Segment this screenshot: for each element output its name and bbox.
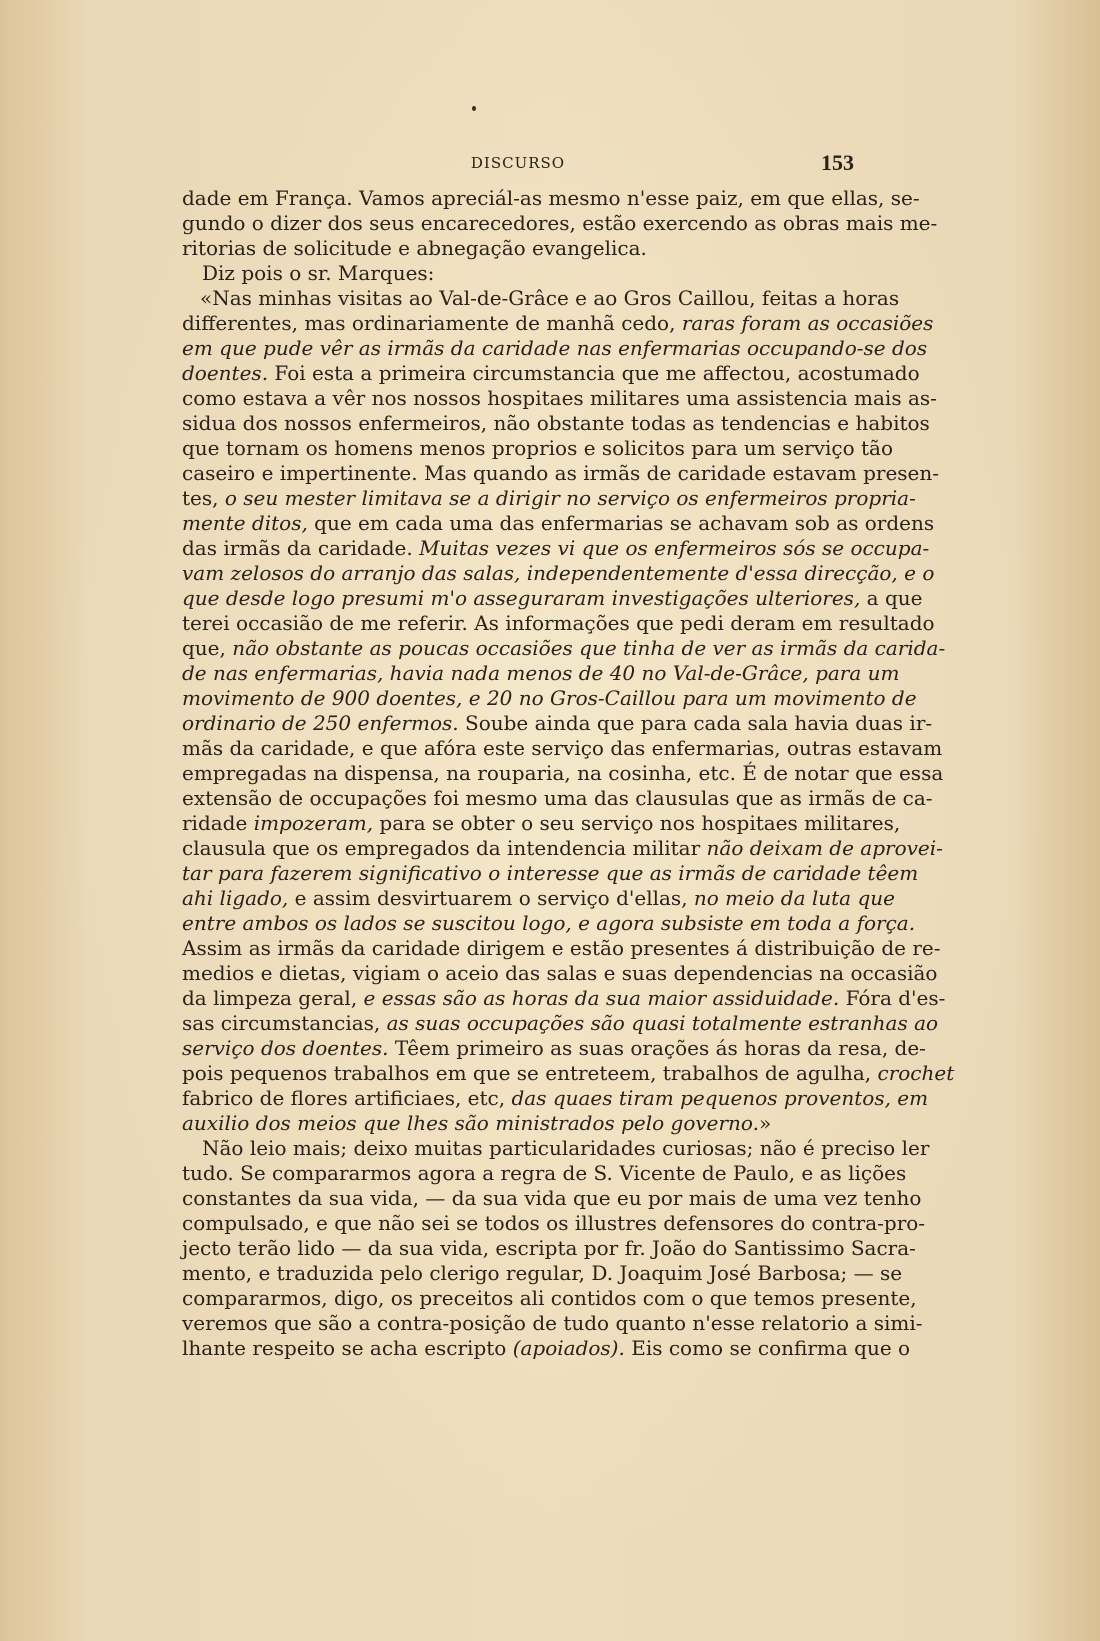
italic-text: de nas enfermarias, havia nada menos de 40 no Val-de-Grâce, para um	[182, 661, 900, 685]
text-segment: pois pequenos trabalhos em que se entreteem, trabalhos de agulha,	[182, 1061, 878, 1085]
italic-text: as suas occupações são quasi totalmente estranhas ao	[386, 1011, 939, 1035]
ink-speck	[472, 106, 476, 111]
text-line	[182, 861, 919, 886]
text-segment: Assim as irmãs da caridade dirigem e estão presentes á distribuição de re-	[182, 936, 941, 960]
text-line	[182, 836, 943, 861]
text-line	[182, 1161, 907, 1186]
text-line	[182, 536, 930, 561]
text-segment: »	[758, 1111, 772, 1135]
text-segment: sidua dos nossos enfermeiros, não obstante todas as tendencias e habitos	[182, 411, 930, 435]
text-line	[182, 311, 934, 336]
text-segment: «Nas minhas visitas ao Val-de-Grâce e ao Gros Caillou, feitas a horas	[200, 286, 900, 310]
italic-text: não deixam de aprovei-	[706, 836, 943, 860]
text-segment: terei occasião de me referir. As informações que pedi deram em resultado	[182, 611, 935, 635]
text-line	[182, 436, 894, 461]
text-segment: Fóra d'es-	[839, 986, 946, 1010]
text-line	[182, 361, 920, 386]
italic-text: entre ambos os lados se suscitou logo, e agora subsiste em toda a força.	[182, 911, 916, 935]
text-segment: jecto terão lido — da sua vida, escripta por fr. João do Santissimo Sacra-	[182, 1236, 916, 1260]
text-line	[182, 961, 938, 986]
text-line	[182, 636, 946, 661]
text-line	[182, 486, 916, 511]
italic-text: vam zelosos do arranjo das salas, independentemente d'essa direcção, e o	[182, 561, 935, 585]
text-line	[182, 686, 917, 711]
italic-text: serviço dos doentes.	[182, 1036, 389, 1060]
text-segment: que,	[182, 636, 233, 660]
text-segment: gundo o dizer dos seus encarecedores, estão exercendo as obras mais me-	[182, 211, 938, 235]
text-line	[182, 1086, 929, 1111]
text-line	[182, 286, 900, 311]
text-segment: a que	[860, 586, 923, 610]
text-segment: caseiro e impertinente. Mas quando as irmãs de caridade estavam presen-	[182, 461, 940, 485]
text-line	[182, 511, 935, 536]
italic-text: no meio da luta que	[693, 886, 895, 910]
text-line	[182, 461, 940, 486]
text-line	[182, 586, 923, 611]
text-line	[182, 386, 937, 411]
italic-text: tar para fazerem significativo o interesse que as irmãs de caridade têem	[182, 861, 919, 885]
text-segment: extensão de occupações foi mesmo uma das clausulas que as irmãs de ca-	[182, 786, 933, 810]
italic-text: ordinario de 250 enfermos.	[182, 711, 459, 735]
text-line	[182, 736, 943, 761]
italic-text: das quaes tiram pequenos proventos, em	[511, 1086, 929, 1110]
italic-text: auxilio dos meios que lhes são ministrados pelo governo.	[182, 1111, 759, 1135]
text-line	[182, 211, 938, 236]
text-line	[182, 1286, 917, 1311]
text-segment: ridade	[182, 811, 254, 835]
text-line	[182, 1336, 911, 1361]
text-segment: compulsado, e que não sei se todos os illustres defensores do contra-pro-	[182, 1211, 926, 1235]
text-line	[182, 986, 946, 1011]
text-segment: lhante respeito se acha escripto	[182, 1336, 513, 1360]
text-segment: e assim desvirtuarem o serviço d'ellas,	[288, 886, 694, 910]
body-text	[182, 186, 955, 1361]
text-line	[182, 336, 928, 361]
text-segment: mento, e traduzida pelo clerigo regular, D. Joaquim José Barbosa; — se	[182, 1261, 903, 1285]
text-segment: Soube ainda que para cada sala havia duas ir-	[458, 711, 933, 735]
text-line	[182, 186, 920, 211]
text-line	[182, 1061, 955, 1086]
text-line	[182, 1036, 926, 1061]
text-line	[182, 661, 900, 686]
text-line	[182, 711, 933, 736]
running-title: DISCURSO	[470, 154, 566, 172]
text-line	[182, 236, 854, 261]
italic-text: Muitas vezes vi que os enfermeiros sós se occupa-	[419, 536, 930, 560]
page-header	[182, 150, 854, 180]
text-segment: sas circumstancias,	[182, 1011, 387, 1035]
text-line	[182, 886, 895, 911]
page-number: 153	[821, 150, 854, 175]
italic-text: movimento de 900 doentes, e 20 no Gros-Caillou para um movimento de	[182, 686, 917, 710]
italic-text: e essas são as horas da sua maior assiduidade.	[363, 986, 840, 1010]
text-line	[182, 1136, 930, 1161]
text-segment: empregadas na dispensa, na rouparia, na cosinha, etc. É de notar que essa	[182, 761, 944, 785]
text-segment: da limpeza geral,	[182, 986, 364, 1010]
italic-text: não obstante as poucas occasiões que tinha de ver as irmãs da carida-	[232, 636, 946, 660]
text-line	[182, 611, 935, 636]
text-segment: que tornam os homens menos proprios e solicitos para um serviço tão	[182, 436, 894, 460]
text-segment: veremos que são a contra-posição de tudo quanto n'esse relatorio a simi-	[182, 1311, 923, 1335]
text-segment: tes,	[182, 486, 225, 510]
italic-text: impozeram,	[253, 811, 374, 835]
text-segment: differentes, mas ordinariamente de manhã cedo,	[182, 311, 682, 335]
text-line	[182, 261, 854, 286]
text-segment: dade em França. Vamos apreciál-as mesmo n'esse paiz, em que ellas, se-	[182, 186, 920, 210]
italic-text: ahi ligado,	[182, 886, 289, 910]
text-line	[182, 1236, 916, 1261]
text-line	[182, 411, 930, 436]
text-segment: que em cada uma das enfermarias se achavam sob as ordens	[307, 511, 935, 535]
italic-text: crochet	[877, 1061, 955, 1085]
italic-text: raras foram as occasiões	[681, 311, 934, 335]
text-line	[182, 811, 901, 836]
text-segment: fabrico de flores artificiaes, etc,	[182, 1086, 512, 1110]
italic-text: o seu mester limitava se a dirigir no serviço os enfermeiros propria-	[224, 486, 916, 510]
italic-text: (apoiados).	[512, 1336, 625, 1360]
italic-text: em que pude vêr as irmãs da caridade nas enfermarias occupando-se dos	[182, 336, 928, 360]
text-segment: Têem primeiro as suas orações ás horas da resa, de-	[388, 1036, 926, 1060]
text-line	[182, 1311, 923, 1336]
italic-text: mente ditos,	[182, 511, 308, 535]
text-segment: ritorias de solicitude e abnegação evangelica.	[182, 236, 647, 260]
text-segment: clausula que os empregados da intendencia militar	[182, 836, 707, 860]
text-segment: mãs da caridade, e que afóra este serviço das enfermarias, outras estavam	[182, 736, 943, 760]
text-line	[182, 936, 941, 961]
text-line	[182, 1211, 926, 1236]
text-line	[182, 786, 933, 811]
text-line	[182, 1186, 922, 1211]
text-line	[182, 1261, 903, 1286]
text-segment: para se obter o seu serviço nos hospitaes militares,	[373, 811, 901, 835]
text-segment: compararmos, digo, os preceitos ali contidos com o que temos presente,	[182, 1286, 917, 1310]
italic-text: doentes.	[182, 361, 269, 385]
text-line	[182, 1011, 939, 1036]
text-line	[182, 761, 944, 786]
text-line	[182, 911, 916, 936]
italic-text: que desde logo presumi m'o asseguraram investigações ulteriores,	[182, 586, 861, 610]
text-segment: constantes da sua vida, — da sua vida que eu por mais de uma vez tenho	[182, 1186, 922, 1210]
text-segment: Não leio mais; deixo muitas particularidades curiosas; não é preciso ler	[202, 1136, 930, 1160]
text-segment: Diz pois o sr. Marques:	[202, 261, 435, 285]
text-segment: das irmãs da caridade.	[182, 536, 420, 560]
text-segment: Foi esta a primeira circumstancia que me affectou, acostumado	[268, 361, 920, 385]
text-segment: tudo. Se compararmos agora a regra de S. Vicente de Paulo, e as lições	[182, 1161, 907, 1185]
text-segment: medios e dietas, vigiam o aceio das salas e suas dependencias na occasião	[182, 961, 938, 985]
text-line	[182, 1111, 854, 1136]
text-line	[182, 561, 935, 586]
text-segment: como estava a vêr nos nossos hospitaes militares uma assistencia mais as-	[182, 386, 937, 410]
text-segment: Eis como se confirma que o	[624, 1336, 911, 1360]
